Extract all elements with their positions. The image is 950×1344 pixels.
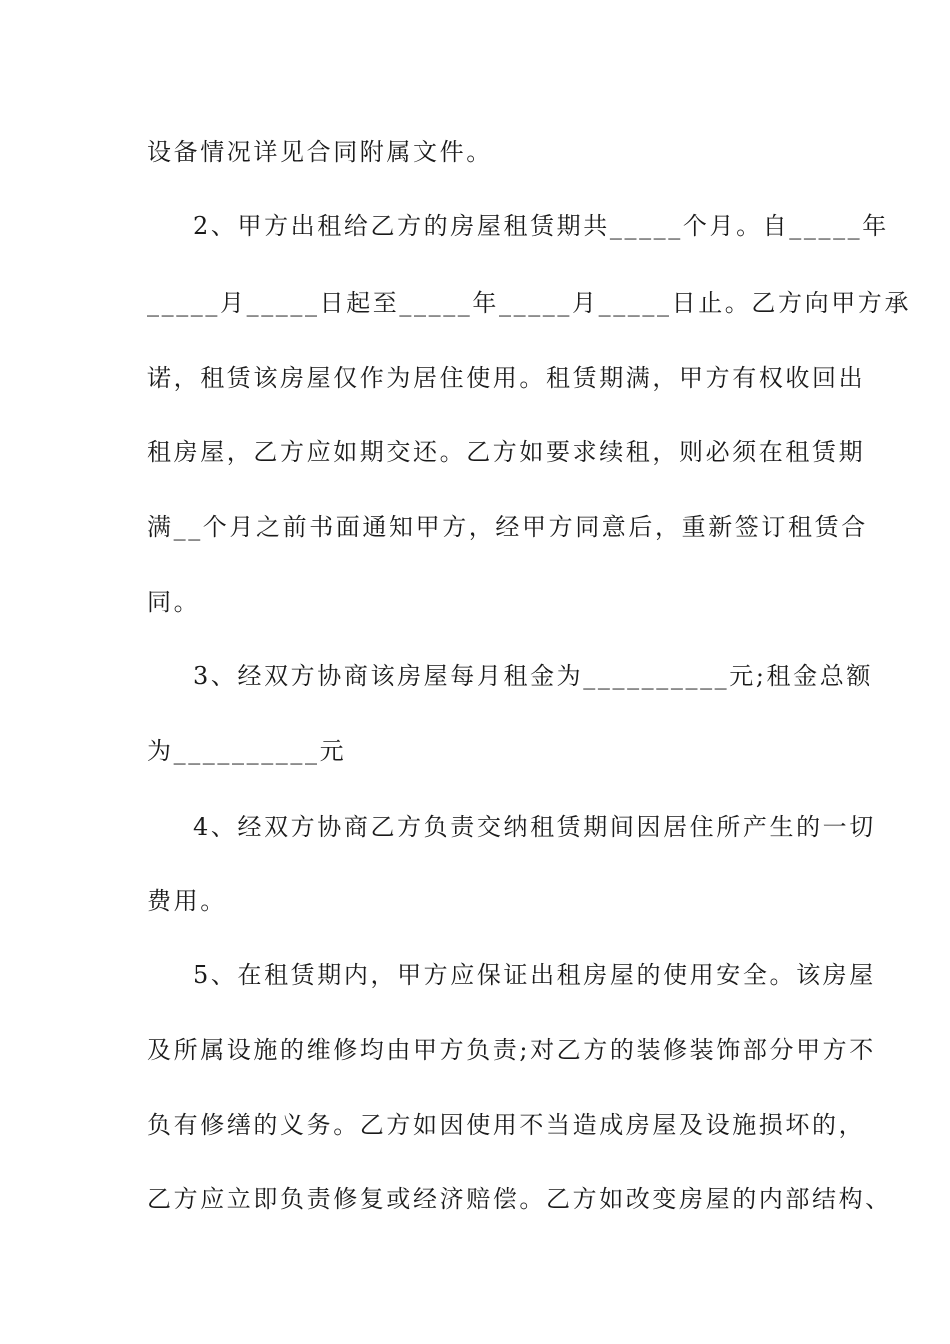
paragraph-line: 费用。 [147, 887, 227, 915]
paragraph-line: 及所属设施的维修均由甲方负责;对乙方的装修装饰部分甲方不 [147, 1036, 876, 1064]
paragraph-line: 乙方应立即负责修复或经济赔偿。乙方如改变房屋的内部结构、 [147, 1185, 892, 1213]
paragraph-line: 租房屋，乙方应如期交还。乙方如要求续租，则必须在租赁期 [147, 438, 866, 466]
paragraph-line: 同。 [147, 588, 201, 616]
paragraph-line: _____月_____日起至_____年_____月_____日止。乙方向甲方承 [147, 289, 911, 317]
paragraph-line: 诺，租赁该房屋仅作为居住使用。租赁期满，甲方有权收回出 [147, 364, 866, 392]
clause-3-line: 3、经双方协商该房屋每月租金为__________元;租金总额 [193, 662, 873, 690]
paragraph-line: 为__________元 [147, 737, 347, 765]
paragraph-line: 满__个月之前书面通知甲方，经甲方同意后，重新签订租赁合 [147, 513, 868, 541]
paragraph-line: 设备情况详见合同附属文件。 [147, 138, 493, 166]
clause-2-line: 2、甲方出租给乙方的房屋租赁期共_____个月。自_____年 [193, 212, 889, 240]
clause-4-line: 4、经双方协商乙方负责交纳租赁期间因居住所产生的一切 [193, 813, 876, 841]
clause-5-line: 5、在租赁期内，甲方应保证出租房屋的使用安全。该房屋 [193, 961, 876, 989]
paragraph-line: 负有修缮的义务。乙方如因使用不当造成房屋及设施损坏的， [147, 1111, 866, 1139]
